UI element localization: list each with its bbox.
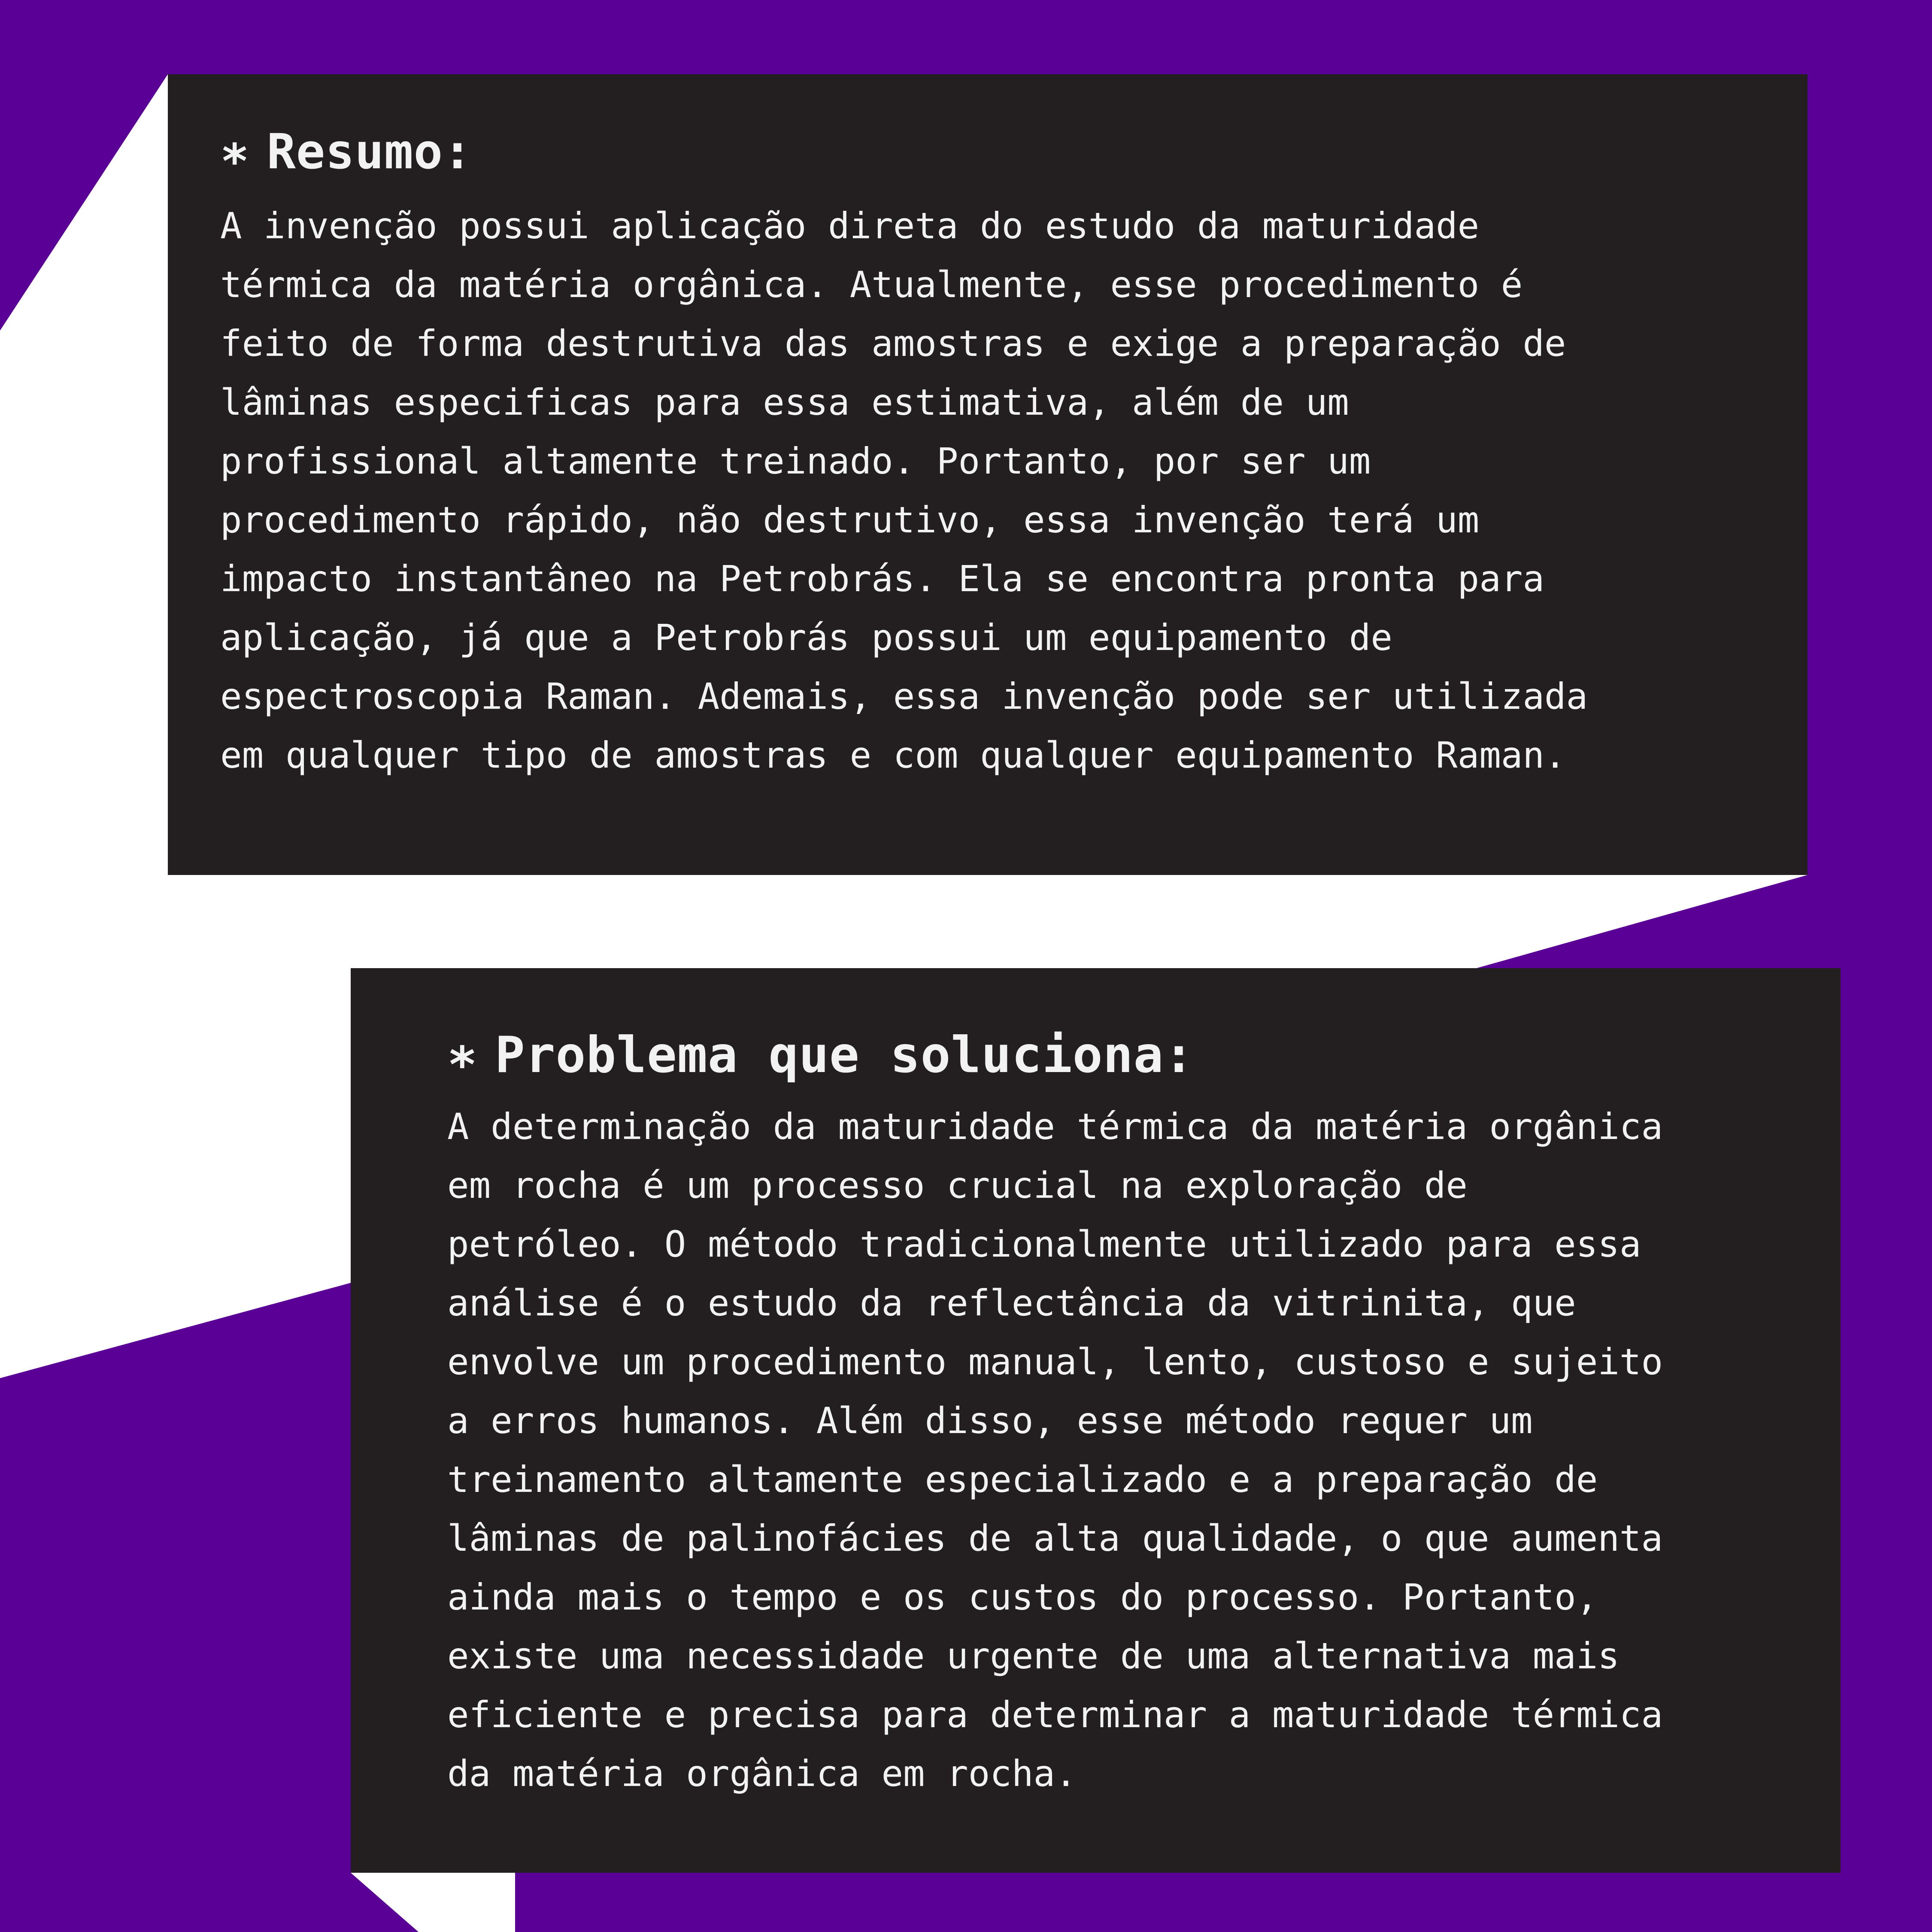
white-corner-bottom [351, 1873, 515, 1932]
problem-heading [447, 1026, 1798, 1084]
problem-body: A determinação da maturidade térmica da matéria orgânica em rocha é um processo crucial na exploração de petróleo. O método tradicionalmente utilizado para essa análise é o estudo da reflectância da vitrinita, que envolve um procedimento manual, lento, custoso e sujeito a erros humanos. Além disso, esse método requer um treinamento altamente especializado e a preparação de lâminas de palinofácies de alta qualidade, o que aumenta ainda mais o tempo e os custos do processo. Portanto, existe uma necessidade urgente de uma alternativa mais eficiente e precisa para determinar a maturidade térmica da matéria orgânica em rocha. [447, 1106, 1663, 1795]
asterisk-icon: ∗ [220, 124, 250, 180]
summary-title: Resumo: [267, 124, 473, 180]
asterisk-icon: ∗ [447, 1026, 478, 1084]
summary-card [168, 74, 1808, 875]
white-corner-top-right [1841, 968, 1932, 1052]
summary-body: A invenção possui aplicação direta do estudo da maturidade térmica da matéria orgânica. Atualmente, esse procedimento é feito de forma destrutiva das amostras e exige a preparação de lâminas especificas para essa estimativa, além de um profissional altamente treinado. Portanto, por ser um procedimento rápido, não destrutivo, essa invenção terá um impacto instantâneo na Petrobrás. Ela se encontra pronta para aplicação, já que a Petrobrás possui um equipamento de espectroscopia Raman. Ademais, essa invenção pode ser utilizada em qualquer tipo de amostras e com qualquer equipamento Raman. [220, 205, 1588, 776]
summary-heading [220, 124, 1756, 180]
problem-title: Problema que soluciona: [494, 1026, 1195, 1084]
problem-card [351, 968, 1841, 1873]
